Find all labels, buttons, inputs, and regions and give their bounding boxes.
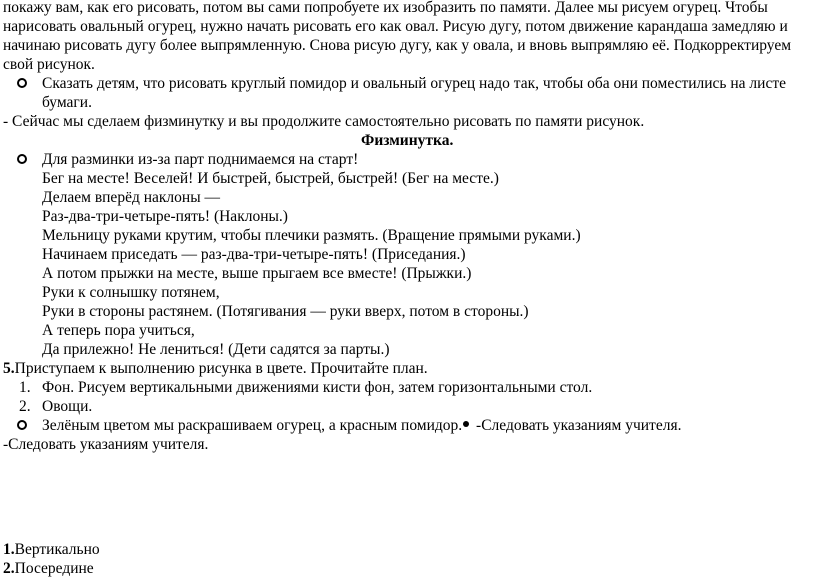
poem-line: Бег на месте! Веселей! И быстрей, быстрей, быстрей! (Бег на месте.): [42, 170, 499, 187]
plan-item-text: Фон. Рисуем вертикальными движениями кисти фон, затем горизонтальными стол.: [42, 379, 593, 396]
tip-line: Сказать детям, что рисовать круглый помидор и овальный огурец надо так, чтобы оба они поместились на листе: [42, 75, 786, 92]
poem-line: Для разминки из-за парт поднимаемся на старт!: [42, 151, 359, 168]
poem-line: А потом прыжки на месте, выше прыгаем все вместе! (Прыжки.): [42, 265, 472, 282]
answer-text: Вертикально: [14, 541, 100, 558]
poem-line: Да прилежно! Не лениться! (Дети садятся за парты.): [42, 341, 390, 358]
poem-line: Мельницу руками крутим, чтобы плечики размять. (Вращение прямыми руками.): [42, 227, 581, 244]
plan-item-text: Овощи.: [42, 398, 93, 415]
poem-line: А теперь пора учиться,: [42, 322, 195, 339]
intro-line: нарисовать овальный огурец, нужно начать рисовать его как овал. Рисую дугу, потом движение карандаша замедляю и: [3, 18, 788, 35]
circle-bullet-icon: [17, 420, 27, 430]
intro-line: свой рисунок.: [3, 56, 95, 73]
poem-line: Руки к солнышку потянем,: [42, 284, 220, 301]
plan-item-number: 1.: [19, 379, 31, 396]
color-line-follow: -Следовать указаниям учителя.: [472, 417, 682, 434]
fizminutka-title: Физминутка.: [361, 132, 454, 149]
plan-item-number: 2.: [19, 398, 31, 415]
poem-line: Делаем вперёд наклоны —: [42, 189, 220, 206]
step-5-text: Приступаем к выполнению рисунка в цвете. Прочитайте план.: [14, 360, 428, 377]
step-5-number: 5.: [3, 360, 15, 377]
answer-number: 1.: [3, 541, 15, 558]
color-line: [42, 416, 681, 435]
answer-text: Посередине: [14, 560, 94, 577]
poem-line: Руки в стороны растянем. (Потягивания — руки вверх, потом в стороны.): [42, 303, 529, 320]
color-line-text: Зелёным цветом мы раскрашиваем огурец, а красным помидор.: [42, 417, 463, 434]
follow-line: -Следовать указаниям учителя.: [3, 436, 209, 453]
round-bullet-icon: [463, 421, 469, 427]
intro-line: начинаю рисовать дугу более выпрямленную. Снова рисую дугу, как у овала, и вновь выпрямляю её. Подкорректируем: [3, 37, 792, 54]
circle-bullet-icon: [17, 154, 27, 164]
answer-2: [3, 559, 94, 578]
answer-number: 2.: [3, 560, 15, 577]
answer-1: [3, 540, 100, 559]
step-5: [3, 359, 428, 378]
circle-bullet-icon: [17, 78, 27, 88]
poem-line: Раз-два-три-четыре-пять! (Наклоны.): [42, 208, 288, 225]
transition-line: - Сейчас мы сделаем физминутку и вы продолжите самостоятельно рисовать по памяти рисунок.: [3, 113, 645, 130]
intro-line: покажу вам, как его рисовать, потом вы сами попробуете их изобразить по памяти. Далее мы рисуем огурец. Чтобы: [3, 0, 768, 16]
poem-line: Начинаем приседать — раз-два-три-четыре-пять! (Приседания.): [42, 246, 466, 263]
tip-line: бумаги.: [42, 94, 92, 111]
